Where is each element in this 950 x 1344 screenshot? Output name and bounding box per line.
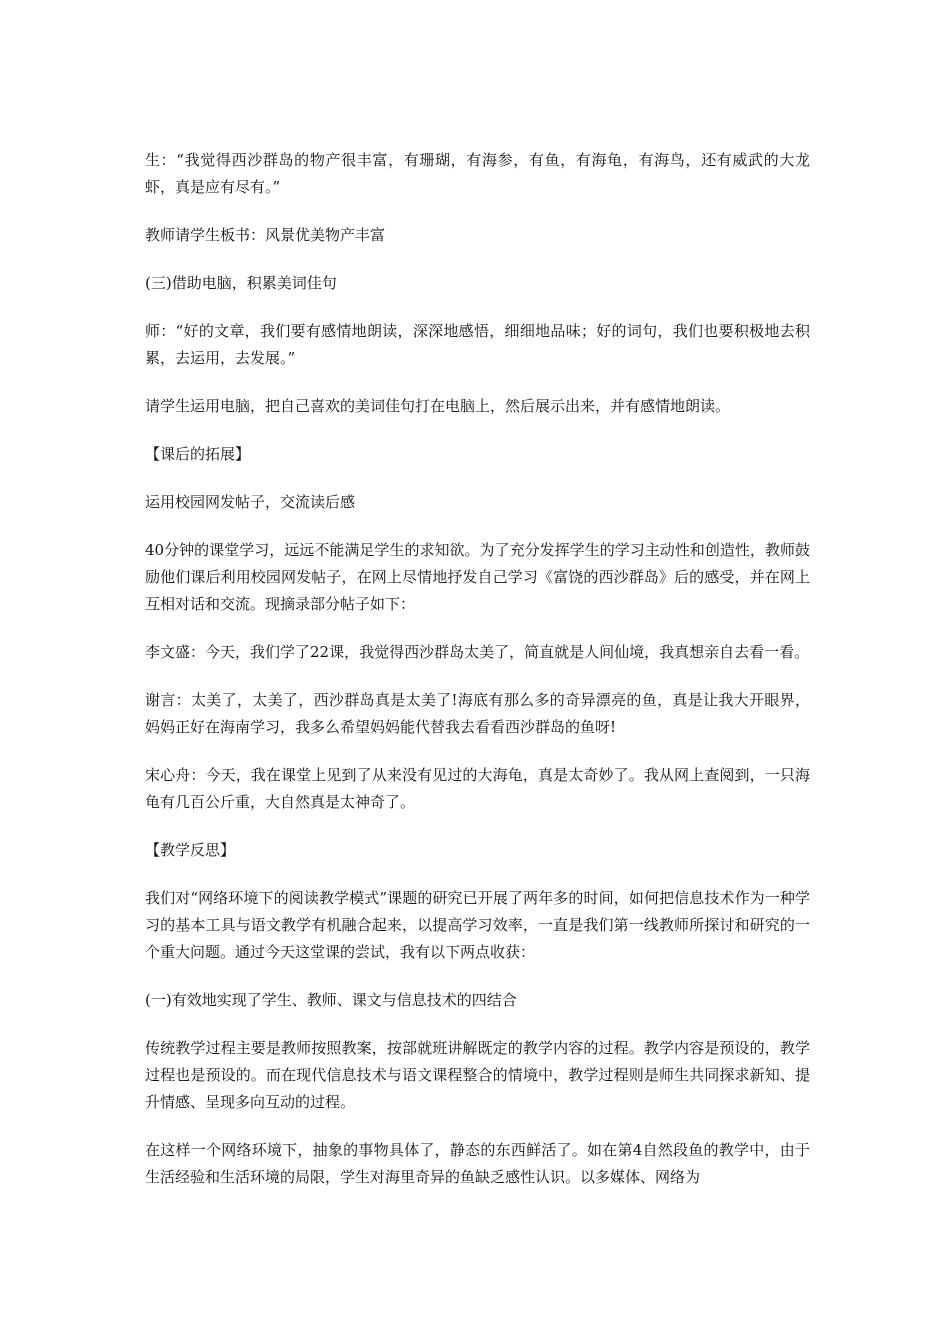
paragraph-student-answer: 生：“我觉得西沙群岛的物产很丰富，有珊瑚，有海参，有鱼，有海龟，有海鸟，还有威武的大龙虾，真是应有尽有。” — [145, 151, 810, 196]
section-heading-reflection: 【教学反思】 — [145, 841, 236, 859]
section-heading-1: (一)有效地实现了学生、教师、课文与信息技术的四结合 — [145, 991, 517, 1009]
section-heading-extension: 【课后的拓展】 — [145, 445, 251, 463]
document-page — [145, 147, 810, 1212]
paragraph-blackboard: 教师请学生板书：风景优美物产丰富 — [145, 226, 386, 244]
paragraph-computer-task: 请学生运用电脑，把自己喜欢的美词佳句打在电脑上，然后展示出来，并有感情地朗读。 — [145, 397, 731, 415]
paragraph-traditional-teaching: 传统教学过程主要是教师按照教案，按部就班讲解既定的教学内容的过程。教学内容是预设的，教学过程也是预设的。而在现代信息技术与语文课程整合的情境中，教学过程则是师生共同探求新知、提升情感、呈现多向互动的过程。 — [145, 1039, 810, 1111]
paragraph-40-minutes: 40分钟的课堂学习，远远不能满足学生的求知欲。为了充分发挥学生的学习主动性和创造性，教师鼓励他们课后利用校园网发帖子，在网上尽情地抒发自己学习《富饶的西沙群岛》后的感受，并在网上互相对话和交流。现摘录部分帖子如下： — [145, 541, 810, 613]
paragraph-network-environment: 在这样一个网络环境下，抽象的事物具体了，静态的东西鲜活了。如在第4自然段鱼的教学中，由于生活经验和生活环境的局限，学生对海里奇异的鱼缺乏感性认识。以多媒体、网络为 — [145, 1141, 810, 1186]
paragraph-post-xie: 谢言：太美了，太美了，西沙群岛真是太美了!海底有那么多的奇异漂亮的鱼，真是让我大开眼界，妈妈正好在海南学习，我多么希望妈妈能代替我去看看西沙群岛的鱼呀! — [145, 691, 810, 736]
paragraph-research: 我们对“网络环境下的阅读教学模式”课题的研究已开展了两年多的时间，如何把信息技术作为一种学习的基本工具与语文教学有机融合起来，以提高学习效率，一直是我们第一线教师所探讨和研究的一个重大问题。通过今天这堂课的尝试，我有以下两点收获： — [145, 889, 810, 961]
paragraph-post-li: 李文盛：今天，我们学了22课，我觉得西沙群岛太美了，简直就是人间仙境，我真想亲自去看一看。 — [145, 643, 810, 661]
section-heading-3: (三)借助电脑，积累美词佳句 — [145, 274, 337, 292]
paragraph-teacher-quote: 师：“好的文章，我们要有感情地朗读，深深地感悟，细细地品味；好的词句，我们也要积极地去积累，去运用，去发展。” — [145, 322, 810, 367]
paragraph-post-song: 宋心舟：今天，我在课堂上见到了从来没有见过的大海龟，真是太奇妙了。我从网上查阅到，一只海龟有几百公斤重，大自然真是太神奇了。 — [145, 766, 810, 811]
paragraph-campus-network: 运用校园网发帖子，交流读后感 — [145, 493, 356, 511]
